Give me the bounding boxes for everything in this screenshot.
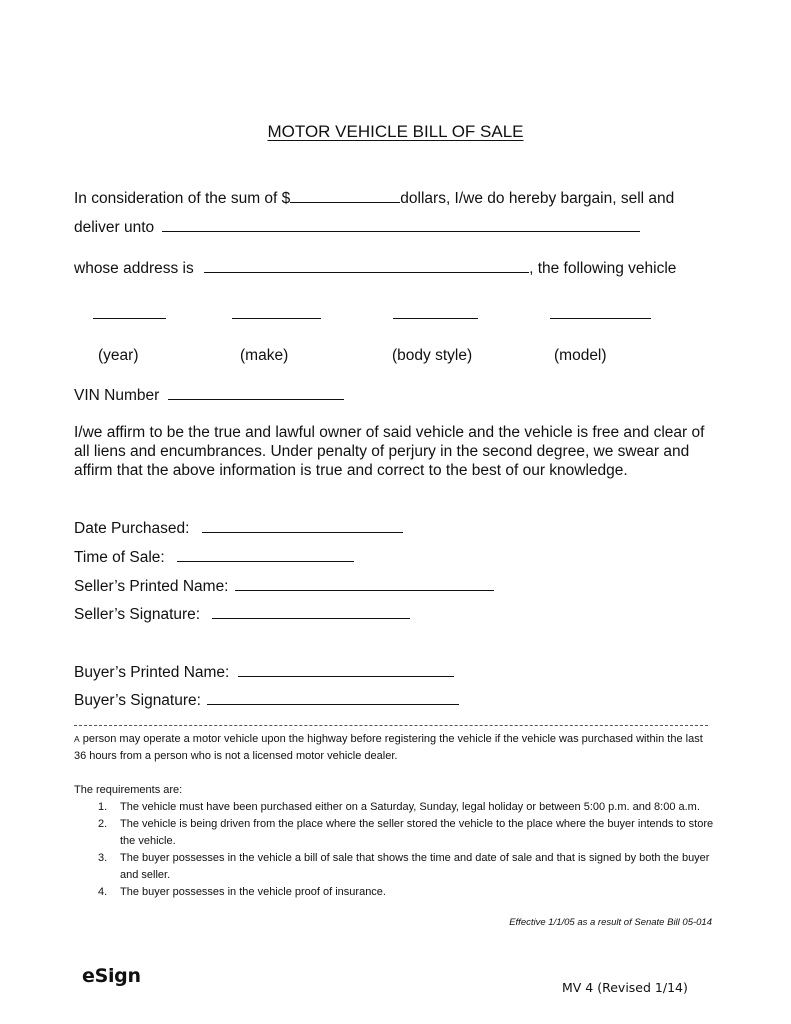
seller-name-field[interactable] bbox=[235, 576, 494, 591]
notice-first-letter: A bbox=[74, 734, 80, 744]
buyer-name-delivery-field[interactable] bbox=[162, 217, 640, 232]
sum-amount-field[interactable] bbox=[290, 188, 400, 203]
time-of-sale-label: Time of Sale: bbox=[74, 549, 165, 566]
address-field[interactable] bbox=[204, 258, 529, 273]
vin-label: VIN Number bbox=[74, 387, 160, 404]
requirements-heading: The requirements are: bbox=[74, 784, 183, 796]
buyer-name-label: Buyer’s Printed Name: bbox=[74, 664, 230, 681]
buyer-signature-field[interactable] bbox=[207, 690, 459, 705]
seller-name-label: Seller’s Printed Name: bbox=[74, 578, 229, 595]
buyer-signature-row bbox=[74, 690, 459, 710]
body-style-field[interactable] bbox=[393, 318, 478, 319]
date-purchased-field[interactable] bbox=[202, 518, 403, 533]
list-item bbox=[74, 799, 714, 816]
buyer-signature-label: Buyer’s Signature: bbox=[74, 692, 201, 709]
model-label: (model) bbox=[554, 347, 607, 364]
deliver-line bbox=[74, 217, 640, 237]
seller-signature-field[interactable] bbox=[212, 604, 410, 619]
list-item bbox=[74, 816, 714, 850]
dashed-divider bbox=[74, 725, 708, 726]
address-suffix: , the following vehicle bbox=[529, 260, 677, 277]
vin-field[interactable] bbox=[168, 385, 344, 400]
list-item-text: The vehicle must have been purchased either on a Saturday, Sunday, legal holiday or between 5:00 p.m. and 8:00 a.m. bbox=[120, 801, 700, 813]
list-item bbox=[74, 850, 714, 884]
esign-logo: eSign bbox=[82, 965, 141, 987]
make-label: (make) bbox=[240, 347, 289, 364]
effective-note: Effective 1/1/05 as a result of Senate Bill 05-014 bbox=[509, 917, 712, 928]
list-item bbox=[74, 884, 714, 901]
list-item-number: 3. bbox=[98, 852, 108, 864]
year-label: (year) bbox=[98, 347, 139, 364]
year-field[interactable] bbox=[93, 318, 166, 319]
date-purchased-label: Date Purchased: bbox=[74, 520, 190, 537]
time-of-sale-field[interactable] bbox=[177, 547, 354, 562]
list-item-text: The buyer possesses in the vehicle proof of insurance. bbox=[120, 886, 386, 898]
list-item-number: 2. bbox=[98, 818, 108, 830]
make-field[interactable] bbox=[232, 318, 321, 319]
notice-paragraph bbox=[74, 731, 714, 765]
notice-text: person may operate a motor vehicle upon the highway before registering the vehicle if the vehicle was purchased within the last 36 hours from a person who is not a licensed motor vehicle dealer. bbox=[74, 733, 703, 762]
seller-signature-row bbox=[74, 604, 410, 624]
address-label: whose address is bbox=[74, 260, 194, 277]
requirements-list bbox=[74, 782, 714, 901]
date-purchased-row bbox=[74, 518, 403, 538]
consideration-prefix: In consideration of the sum of $ bbox=[74, 190, 291, 207]
buyer-name-field[interactable] bbox=[238, 662, 454, 677]
model-field[interactable] bbox=[550, 318, 651, 319]
consideration-suffix: dollars, I/we do hereby bargain, sell and bbox=[400, 190, 675, 207]
address-line bbox=[74, 258, 676, 278]
affirmation-paragraph: I/we affirm to be the true and lawful owner of said vehicle and the vehicle is free and clear of all liens and encumbrances. Under penalty of perjury in the second degree, we swear and affirm that the above information is true and correct to the best of our knowledge. bbox=[74, 424, 705, 479]
buyer-name-row bbox=[74, 662, 454, 682]
consideration-line bbox=[74, 188, 674, 208]
time-of-sale-row bbox=[74, 547, 354, 567]
seller-name-row bbox=[74, 576, 494, 596]
vin-row bbox=[74, 385, 344, 405]
list-item-number: 1. bbox=[98, 801, 108, 813]
body-style-label: (body style) bbox=[392, 347, 473, 364]
seller-signature-label: Seller’s Signature: bbox=[74, 606, 201, 623]
deliver-label: deliver unto bbox=[74, 219, 155, 236]
list-item-text: The vehicle is being driven from the place where the seller stored the vehicle to the place where the buyer intends to store the vehicle. bbox=[120, 818, 714, 847]
list-item-number: 4. bbox=[98, 886, 108, 898]
page-title: MOTOR VEHICLE BILL OF SALE bbox=[267, 122, 524, 141]
form-number: MV 4 (Revised 1/14) bbox=[562, 980, 688, 995]
list-item-text: The buyer possesses in the vehicle a bill of sale that shows the time and date of sale and that is signed by both the buyer and seller. bbox=[120, 852, 710, 881]
